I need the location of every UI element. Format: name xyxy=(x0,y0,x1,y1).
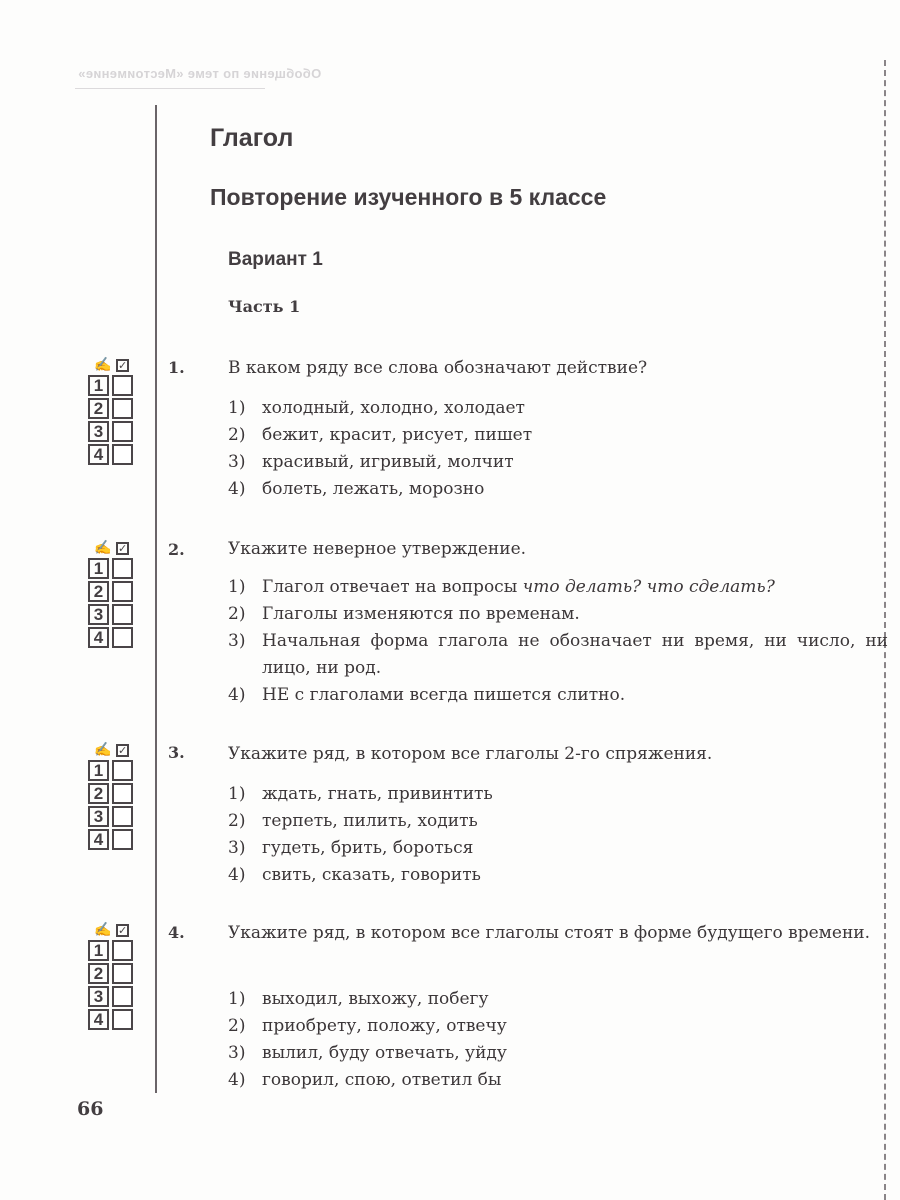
chapter-title: Глагол xyxy=(210,124,294,152)
option: 2) бежит, красит, рисует, пишет xyxy=(228,425,533,445)
answer-box-2[interactable] xyxy=(112,398,133,419)
answer-box-4[interactable] xyxy=(112,1009,133,1030)
answer-box-3[interactable] xyxy=(112,421,133,442)
option: 1) холодный, холодно, холодает xyxy=(228,398,525,418)
option-label: 4 xyxy=(88,444,109,465)
answer-box-3[interactable] xyxy=(112,986,133,1007)
option-label: 4 xyxy=(88,627,109,648)
option-label: 4 xyxy=(88,1009,109,1030)
option-label: 3 xyxy=(88,421,109,442)
question-number: 4. xyxy=(168,923,185,942)
option: 3) Начальная форма глагола не обозначает ни время, ни число, ни лицо, ни род. xyxy=(228,631,888,678)
question-number: 2. xyxy=(168,540,185,559)
answer-grid-q1 xyxy=(88,357,140,467)
option-label: 2 xyxy=(88,963,109,984)
answer-box-4[interactable] xyxy=(112,627,133,648)
option: 2) терпеть, пилить, ходить xyxy=(228,811,478,831)
section-title: Повторение изученного в 5 классе xyxy=(210,184,607,210)
answer-box-1[interactable] xyxy=(112,375,133,396)
checkbox-icon: ✓ xyxy=(118,744,128,757)
part-heading: Часть 1 xyxy=(228,297,301,316)
answer-box-1[interactable] xyxy=(112,558,133,579)
answer-box-3[interactable] xyxy=(112,604,133,625)
option-label: 3 xyxy=(88,806,109,827)
option: 4) НЕ с глаголами всегда пишется слитно. xyxy=(228,685,626,705)
answer-grid-q2 xyxy=(88,540,140,650)
checkbox-icon: ✓ xyxy=(118,924,128,937)
question-number: 3. xyxy=(168,743,185,762)
options-list xyxy=(228,574,888,709)
answer-grid-q4 xyxy=(88,922,140,1032)
option: 2) приобрету, положу, отвечу xyxy=(228,1016,507,1036)
option-label: 3 xyxy=(88,986,109,1007)
option-label: 1 xyxy=(88,760,109,781)
question-number: 1. xyxy=(168,358,185,377)
options-list xyxy=(228,781,888,889)
variant-heading: Вариант 1 xyxy=(228,249,323,270)
answer-box-4[interactable] xyxy=(112,444,133,465)
option-label: 1 xyxy=(88,558,109,579)
answer-box-3[interactable] xyxy=(112,806,133,827)
answer-box-4[interactable] xyxy=(112,829,133,850)
checkbox-icon: ✓ xyxy=(118,542,128,555)
option: 1) выходил, выхожу, побегу xyxy=(228,989,489,1009)
option-label: 2 xyxy=(88,398,109,419)
option-label: 2 xyxy=(88,783,109,804)
answer-box-2[interactable] xyxy=(112,581,133,602)
option-label: 3 xyxy=(88,604,109,625)
options-list xyxy=(228,986,888,1094)
running-header-bleedthrough: Обобщение по теме «Местоимение» xyxy=(78,66,322,81)
option: 1) Глагол отвечает на вопросы что делать? что сделать? xyxy=(228,577,775,597)
option: 3) вылил, буду отвечать, уйду xyxy=(228,1043,507,1063)
option: 3) гудеть, брить, бороться xyxy=(228,838,474,858)
header-rule xyxy=(75,88,265,89)
option: 4) говорил, спою, ответил бы xyxy=(228,1070,502,1090)
page-number: 66 xyxy=(77,1098,104,1120)
option: 2) Глаголы изменяются по временам. xyxy=(228,604,580,624)
answer-grid-q3 xyxy=(88,742,140,852)
answer-box-1[interactable] xyxy=(112,940,133,961)
option: 4) свить, сказать, говорить xyxy=(228,865,481,885)
option: 4) болеть, лежать, морозно xyxy=(228,479,485,499)
answer-box-1[interactable] xyxy=(112,760,133,781)
option-label: 2 xyxy=(88,581,109,602)
pen-icon: ✍ xyxy=(94,357,112,373)
pen-icon: ✍ xyxy=(94,540,112,556)
margin-divider xyxy=(155,105,157,1093)
options-list xyxy=(228,395,888,503)
question-text: В каком ряду все слова обозначают действие? xyxy=(228,358,648,378)
answer-box-2[interactable] xyxy=(112,963,133,984)
question-text: Укажите ряд, в котором все глаголы стоят в форме будущего времени. xyxy=(228,923,871,943)
answer-box-2[interactable] xyxy=(112,783,133,804)
pen-icon: ✍ xyxy=(94,742,112,758)
option-label: 1 xyxy=(88,940,109,961)
pen-icon: ✍ xyxy=(94,922,112,938)
option-label: 4 xyxy=(88,829,109,850)
option: 3) красивый, игривый, молчит xyxy=(228,452,514,472)
option-label: 1 xyxy=(88,375,109,396)
checkbox-icon: ✓ xyxy=(118,359,128,372)
question-text: Укажите ряд, в котором все глаголы 2-го спряжения. xyxy=(228,744,713,764)
question-text: Укажите неверное утверждение. xyxy=(228,539,527,559)
option: 1) ждать, гнать, привинтить xyxy=(228,784,493,804)
